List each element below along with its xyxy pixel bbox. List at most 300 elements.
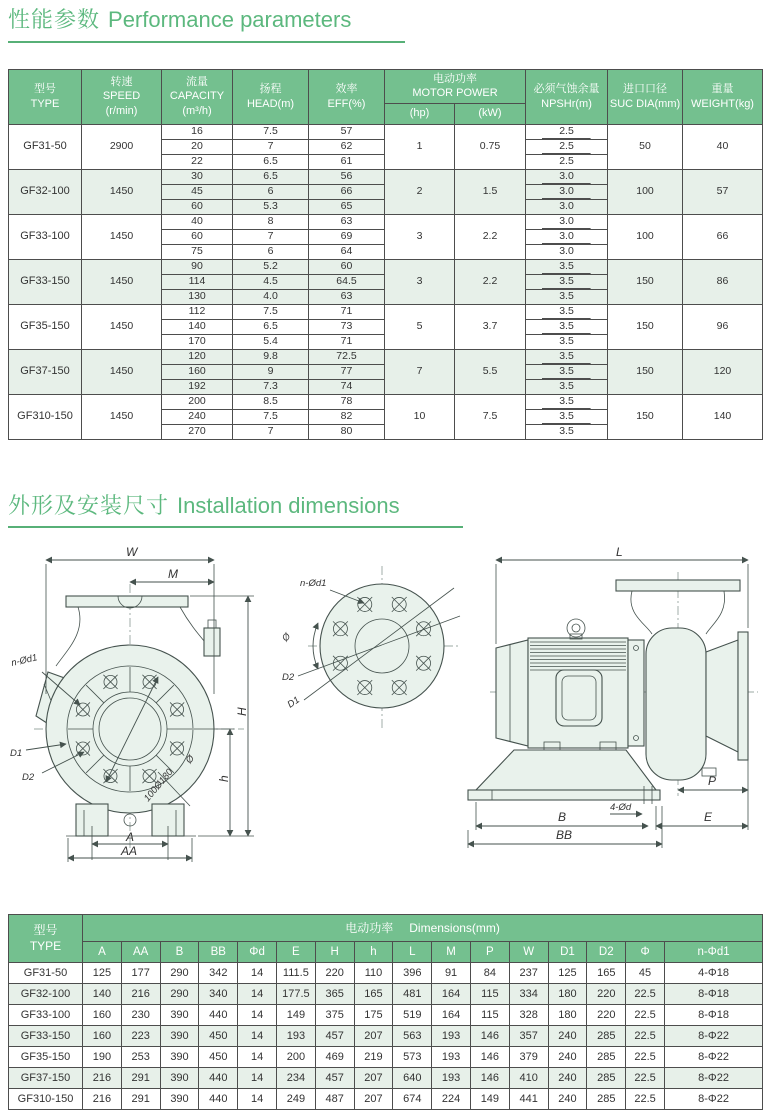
table-cell: 22.5 [626, 1089, 665, 1110]
perf-table-row [9, 214, 763, 229]
table-cell: 3.0 [526, 214, 608, 229]
dim-label-h-small: h [217, 775, 231, 782]
table-cell: 3.5 [526, 409, 608, 424]
table-cell: 175 [354, 1005, 393, 1026]
table-cell: 5 [385, 304, 455, 349]
dim-label-b: B [558, 810, 567, 824]
table-cell: 14 [238, 1047, 277, 1068]
col-header-kw: (kW) [455, 103, 526, 124]
table-cell: 6 [233, 244, 309, 259]
installation-drawings [8, 544, 762, 880]
table-cell: 74 [309, 379, 385, 394]
table-cell: 457 [315, 1068, 354, 1089]
table-cell: 115 [470, 1005, 509, 1026]
table-cell: 61 [309, 154, 385, 169]
table-cell: 390 [160, 1047, 199, 1068]
table-cell: 77 [309, 364, 385, 379]
dim-column-header: H [315, 942, 354, 963]
col-header-weight: 重量 WEIGHT(kg) [683, 69, 763, 124]
performance-table [8, 69, 763, 440]
table-cell: 22 [162, 154, 233, 169]
table-cell: 60 [309, 259, 385, 274]
dim-column-header: B [160, 942, 199, 963]
table-cell: 8-Φ22 [664, 1068, 762, 1089]
col-header-type: 型号 TYPE [9, 915, 83, 963]
table-cell: 8-Φ18 [664, 984, 762, 1005]
table-cell: 2.5 [526, 154, 608, 169]
dim-label-d2: D2 [282, 672, 295, 683]
dim-column-header: BB [199, 942, 238, 963]
table-cell: 342 [199, 963, 238, 984]
table-cell: 253 [121, 1047, 160, 1068]
table-cell: 6.5 [233, 169, 309, 184]
col-header-suction: 进口口径 SUC DIA(mm) [608, 69, 683, 124]
table-cell: 14 [238, 1026, 277, 1047]
table-cell: 7.5 [233, 304, 309, 319]
perf-table-row [9, 349, 763, 364]
dim-label-e: E [704, 810, 713, 824]
table-cell: 8 [233, 214, 309, 229]
table-cell: 7.5 [233, 124, 309, 139]
table-cell: 3.5 [526, 364, 608, 379]
table-cell: 357 [509, 1026, 548, 1047]
table-cell: 180 [548, 984, 587, 1005]
table-cell: 2.5 [526, 124, 608, 139]
table-cell: 164 [432, 984, 471, 1005]
table-cell: 22.5 [626, 1005, 665, 1026]
dim-table-row [9, 1026, 763, 1047]
model-cell: GF33-150 [9, 1026, 83, 1047]
table-cell: 3.5 [526, 304, 608, 319]
model-cell: GF33-100 [9, 214, 82, 259]
table-cell: 110 [354, 963, 393, 984]
dim-column-header: L [393, 942, 432, 963]
dim-label-nod1: n-Ød1 [300, 578, 327, 589]
table-cell: 125 [83, 963, 122, 984]
table-cell: 3.5 [526, 319, 608, 334]
table-cell: 563 [393, 1026, 432, 1047]
table-cell: 160 [83, 1005, 122, 1026]
dim-table-row [9, 1047, 763, 1068]
table-cell: 115 [470, 984, 509, 1005]
table-cell: 334 [509, 984, 548, 1005]
table-cell: 14 [238, 1068, 277, 1089]
table-cell: 487 [315, 1089, 354, 1110]
table-cell: 40 [683, 124, 763, 169]
table-cell: 177 [121, 963, 160, 984]
dim-column-header: Φd [238, 942, 277, 963]
table-cell: 7 [233, 139, 309, 154]
table-cell: 3.5 [526, 289, 608, 304]
table-cell: 285 [587, 1089, 626, 1110]
col-header-capacity: 流量 CAPACITY (m³/h) [162, 69, 233, 124]
dim-column-header: E [276, 942, 315, 963]
model-cell: GF33-100 [9, 1005, 83, 1026]
table-cell: 66 [683, 214, 763, 259]
table-cell: 640 [393, 1068, 432, 1089]
dim-column-header: Φ [626, 942, 665, 963]
dim-label-a: A [126, 830, 135, 844]
perf-table-row [9, 304, 763, 319]
table-cell: 146 [470, 1026, 509, 1047]
table-cell: 249 [276, 1089, 315, 1110]
dim-table-row [9, 984, 763, 1005]
table-cell: 130 [162, 289, 233, 304]
dim-column-header: P [470, 942, 509, 963]
model-cell: GF31-50 [9, 124, 82, 169]
table-cell: 3.7 [455, 304, 526, 349]
table-cell: 73 [309, 319, 385, 334]
table-cell: 69 [309, 229, 385, 244]
table-cell: 1.5 [455, 169, 526, 214]
dim-table-row [9, 1089, 763, 1110]
table-cell: 3.5 [526, 379, 608, 394]
table-cell: 10 [385, 394, 455, 439]
table-cell: 674 [393, 1089, 432, 1110]
table-cell: 2.2 [455, 259, 526, 304]
table-cell: 1450 [82, 394, 162, 439]
table-cell: 86 [683, 259, 763, 304]
model-cell: GF310-150 [9, 1089, 83, 1110]
perf-table-row [9, 169, 763, 184]
table-cell: 5.5 [455, 349, 526, 394]
table-cell: 2 [385, 169, 455, 214]
model-cell: GF35-150 [9, 304, 82, 349]
table-cell: 450 [199, 1026, 238, 1047]
table-cell: 390 [160, 1068, 199, 1089]
dim-column-header: D1 [548, 942, 587, 963]
table-cell: 66 [309, 184, 385, 199]
table-cell: 75 [162, 244, 233, 259]
table-cell: 193 [432, 1068, 471, 1089]
dim-label-d2: D2 [22, 772, 35, 783]
table-cell: 216 [83, 1068, 122, 1089]
table-cell: 90 [162, 259, 233, 274]
model-cell: GF37-150 [9, 349, 82, 394]
table-cell: 149 [276, 1005, 315, 1026]
table-cell: 45 [626, 963, 665, 984]
table-cell: 5.3 [233, 199, 309, 214]
table-cell: 237 [509, 963, 548, 984]
dim-label-phi: Ø [280, 631, 294, 645]
table-cell: 230 [121, 1005, 160, 1026]
table-cell: 216 [83, 1089, 122, 1110]
table-cell: 7.5 [455, 394, 526, 439]
dim-label-d1: D1 [285, 694, 302, 711]
table-cell: 82 [309, 409, 385, 424]
table-cell: 8-Φ22 [664, 1089, 762, 1110]
table-cell: 3.0 [526, 244, 608, 259]
table-cell: 0.75 [455, 124, 526, 169]
table-cell: 193 [276, 1026, 315, 1047]
table-cell: 4-Φ18 [664, 963, 762, 984]
table-cell: 6.5 [233, 319, 309, 334]
table-cell: 240 [162, 409, 233, 424]
dim-label-h-big: H [235, 707, 249, 716]
dim-column-header: D2 [587, 942, 626, 963]
col-header-npshr: 必须气蚀余量 NPSHr(m) [526, 69, 608, 124]
table-cell: 291 [121, 1089, 160, 1110]
table-cell: 441 [509, 1089, 548, 1110]
table-cell: 60 [162, 229, 233, 244]
table-cell: 1450 [82, 169, 162, 214]
table-cell: 285 [587, 1026, 626, 1047]
table-cell: 125 [548, 963, 587, 984]
table-cell: 270 [162, 424, 233, 439]
table-cell: 3 [385, 259, 455, 304]
table-cell: 71 [309, 304, 385, 319]
table-cell: 114 [162, 274, 233, 289]
table-cell: 190 [83, 1047, 122, 1068]
table-cell: 390 [160, 1005, 199, 1026]
table-cell: 290 [160, 984, 199, 1005]
table-cell: 160 [83, 1026, 122, 1047]
table-cell: 140 [83, 984, 122, 1005]
table-cell: 365 [315, 984, 354, 1005]
dim-table-row [9, 963, 763, 984]
table-cell: 240 [548, 1068, 587, 1089]
table-cell: 64 [309, 244, 385, 259]
table-cell: 240 [548, 1047, 587, 1068]
dim-label-l: L [616, 545, 623, 559]
table-cell: 1 [385, 124, 455, 169]
table-cell: 3.5 [526, 424, 608, 439]
table-cell: 220 [587, 1005, 626, 1026]
table-cell: 140 [683, 394, 763, 439]
col-header-type: 型号 TYPE [9, 69, 82, 124]
table-cell: 457 [315, 1026, 354, 1047]
table-cell: 7 [233, 424, 309, 439]
dim-label-aa: AA [121, 844, 138, 858]
table-cell: 3.5 [526, 259, 608, 274]
table-cell: 207 [354, 1026, 393, 1047]
table-cell: 224 [432, 1089, 471, 1110]
table-cell: 3.0 [526, 199, 608, 214]
table-cell: 91 [432, 963, 471, 984]
table-cell: 14 [238, 1005, 277, 1026]
table-cell: 164 [432, 1005, 471, 1026]
table-cell: 216 [121, 984, 160, 1005]
table-cell: 1450 [82, 349, 162, 394]
table-cell: 234 [276, 1068, 315, 1089]
table-cell: 390 [160, 1089, 199, 1110]
perf-table-row [9, 394, 763, 409]
table-cell: 22.5 [626, 1047, 665, 1068]
perf-table-row [9, 124, 763, 139]
table-cell: 14 [238, 963, 277, 984]
table-cell: 220 [315, 963, 354, 984]
table-cell: 20 [162, 139, 233, 154]
table-cell: 5.2 [233, 259, 309, 274]
table-cell: 170 [162, 334, 233, 349]
table-cell: 72.5 [309, 349, 385, 364]
table-cell: 200 [276, 1047, 315, 1068]
dim-label-4od: 4-Ød [610, 802, 632, 813]
table-cell: 140 [162, 319, 233, 334]
table-cell: 100 [608, 169, 683, 214]
dim-column-header: AA [121, 942, 160, 963]
table-cell: 9 [233, 364, 309, 379]
model-cell: GF310-150 [9, 394, 82, 439]
table-cell: 3.5 [526, 274, 608, 289]
table-cell: 396 [393, 963, 432, 984]
table-cell: 200 [162, 394, 233, 409]
table-cell: 8-Φ22 [664, 1047, 762, 1068]
table-cell: 78 [309, 394, 385, 409]
model-cell: GF37-150 [9, 1068, 83, 1089]
dim-label-m: M [168, 567, 178, 581]
table-cell: 285 [587, 1068, 626, 1089]
table-cell: 223 [121, 1026, 160, 1047]
dim-label-phi: Ø [183, 753, 197, 766]
table-cell: 6.5 [233, 154, 309, 169]
table-cell: 60 [162, 199, 233, 214]
table-cell: 2900 [82, 124, 162, 169]
table-cell: 450 [199, 1047, 238, 1068]
table-cell: 3.5 [526, 394, 608, 409]
table-cell: 165 [354, 984, 393, 1005]
table-cell: 4.5 [233, 274, 309, 289]
dim-column-header: A [83, 942, 122, 963]
table-cell: 240 [548, 1026, 587, 1047]
table-cell: 120 [683, 349, 763, 394]
table-cell: 56 [309, 169, 385, 184]
table-cell: 285 [587, 1047, 626, 1068]
installation-section-title [8, 492, 463, 529]
table-cell: 207 [354, 1068, 393, 1089]
dim-column-header: M [432, 942, 471, 963]
table-cell: 219 [354, 1047, 393, 1068]
table-cell: 150 [608, 259, 683, 304]
table-cell: 440 [199, 1005, 238, 1026]
table-cell: 112 [162, 304, 233, 319]
table-cell: 165 [587, 963, 626, 984]
table-cell: 193 [432, 1047, 471, 1068]
table-cell: 3 [385, 214, 455, 259]
table-cell: 146 [470, 1068, 509, 1089]
dim-label-w: W [126, 545, 138, 559]
perf-table-row [9, 259, 763, 274]
table-cell: 30 [162, 169, 233, 184]
table-cell: 519 [393, 1005, 432, 1026]
table-cell: 379 [509, 1047, 548, 1068]
table-cell: 5.4 [233, 334, 309, 349]
table-cell: 3.0 [526, 229, 608, 244]
bolt-circle-note: 100Ø180 [141, 766, 176, 804]
table-cell: 207 [354, 1089, 393, 1110]
table-cell: 7 [385, 349, 455, 394]
table-cell: 149 [470, 1089, 509, 1110]
table-cell: 7 [233, 229, 309, 244]
table-cell: 291 [121, 1068, 160, 1089]
table-cell: 84 [470, 963, 509, 984]
table-cell: 6 [233, 184, 309, 199]
table-cell: 180 [548, 1005, 587, 1026]
table-cell: 16 [162, 124, 233, 139]
dim-column-header: W [509, 942, 548, 963]
table-cell: 192 [162, 379, 233, 394]
model-cell: GF32-100 [9, 984, 83, 1005]
table-cell: 63 [309, 289, 385, 304]
table-cell: 3.0 [526, 184, 608, 199]
dim-label-nod1: n-Ød1 [10, 652, 39, 669]
model-cell: GF33-150 [9, 259, 82, 304]
dim-table-row [9, 1068, 763, 1089]
table-cell: 160 [162, 364, 233, 379]
table-cell: 62 [309, 139, 385, 154]
model-cell: GF35-150 [9, 1047, 83, 1068]
table-cell: 410 [509, 1068, 548, 1089]
table-cell: 71 [309, 334, 385, 349]
title-en: Installation dimensions [177, 492, 400, 518]
dim-label-d1: D1 [10, 748, 23, 759]
dim-table-row [9, 1005, 763, 1026]
table-cell: 14 [238, 1089, 277, 1110]
col-header-motor-power: 电动功率 MOTOR POWER [385, 69, 526, 103]
col-header-eff: 效率 EFF(%) [309, 69, 385, 124]
flange-view-drawing [274, 550, 466, 746]
col-header-head: 扬程 HEAD(m) [233, 69, 309, 124]
table-cell: 150 [608, 304, 683, 349]
table-cell: 3.5 [526, 334, 608, 349]
table-cell: 340 [199, 984, 238, 1005]
table-cell: 1450 [82, 304, 162, 349]
table-cell: 40 [162, 214, 233, 229]
col-header-hp: (hp) [385, 103, 455, 124]
table-cell: 8.5 [233, 394, 309, 409]
col-header-speed: 转速 SPEED (r/min) [82, 69, 162, 124]
table-cell: 177.5 [276, 984, 315, 1005]
table-cell: 50 [608, 124, 683, 169]
pump-front-view-drawing [8, 544, 274, 868]
table-cell: 469 [315, 1047, 354, 1068]
table-cell: 22.5 [626, 984, 665, 1005]
table-cell: 14 [238, 984, 277, 1005]
table-cell: 45 [162, 184, 233, 199]
table-cell: 96 [683, 304, 763, 349]
table-cell: 573 [393, 1047, 432, 1068]
table-cell: 100 [608, 214, 683, 259]
model-cell: GF32-100 [9, 169, 82, 214]
table-cell: 64.5 [309, 274, 385, 289]
dim-column-header: n-Φd1 [664, 942, 762, 963]
table-cell: 22.5 [626, 1068, 665, 1089]
table-cell: 80 [309, 424, 385, 439]
dim-label-p: P [708, 774, 717, 788]
table-cell: 3.5 [526, 349, 608, 364]
table-cell: 7.5 [233, 409, 309, 424]
table-cell: 1450 [82, 259, 162, 304]
title-en: Performance parameters [108, 7, 352, 32]
table-cell: 63 [309, 214, 385, 229]
table-cell: 146 [470, 1047, 509, 1068]
table-cell: 240 [548, 1089, 587, 1110]
table-cell: 3.0 [526, 169, 608, 184]
table-cell: 193 [432, 1026, 471, 1047]
performance-section-title [8, 6, 405, 43]
table-cell: 150 [608, 349, 683, 394]
table-cell: 22.5 [626, 1026, 665, 1047]
table-cell: 8-Φ22 [664, 1026, 762, 1047]
table-cell: 8-Φ18 [664, 1005, 762, 1026]
dim-label-bb: BB [556, 828, 573, 842]
table-cell: 290 [160, 963, 199, 984]
table-cell: 2.5 [526, 139, 608, 154]
table-cell: 4.0 [233, 289, 309, 304]
table-cell: 440 [199, 1089, 238, 1110]
dimensions-table [8, 914, 763, 1110]
table-cell: 328 [509, 1005, 548, 1026]
